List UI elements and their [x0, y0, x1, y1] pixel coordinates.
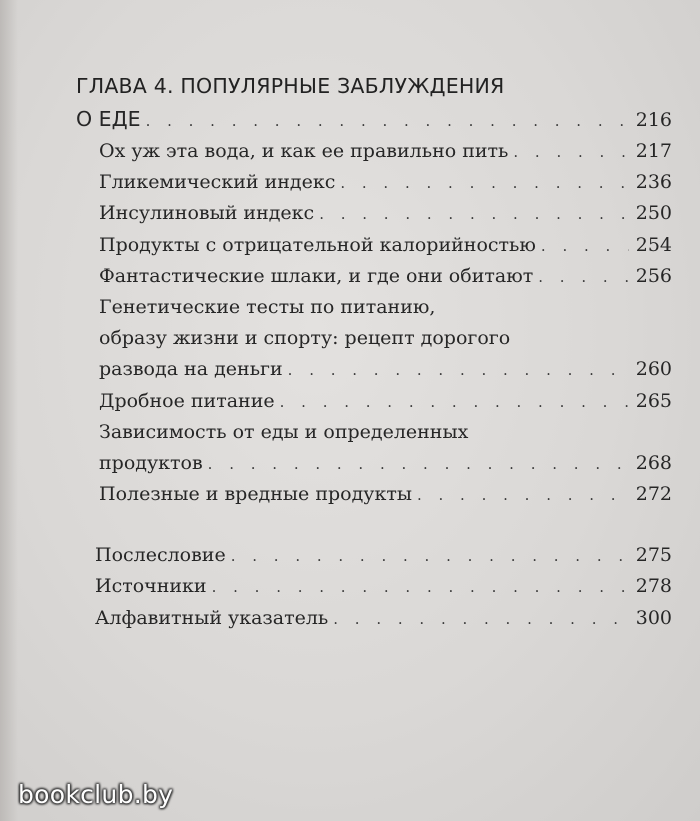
entry-title: Фантастические шлаки, и где они обитают: [99, 264, 534, 287]
chapter-entry: [76, 103, 672, 136]
entry-page-number: 265: [635, 389, 672, 412]
toc-entry: [76, 167, 672, 198]
entry-page-number: 300: [635, 606, 672, 629]
dot-leader: [319, 199, 629, 230]
entry-page-number: 260: [635, 358, 672, 381]
entry-page-number: 268: [635, 451, 672, 474]
dot-leader: [417, 480, 629, 511]
entry-page-number: 275: [635, 544, 672, 567]
dot-leader: [208, 449, 629, 480]
entry-page-number: 254: [635, 233, 672, 256]
entry-page-number: 278: [635, 575, 672, 598]
section-spacer: [76, 510, 672, 540]
dot-leader: [212, 572, 629, 603]
toc-entry: [76, 479, 672, 510]
toc-entry: [76, 386, 672, 417]
chapter-title: ГЛАВА 4. ПОПУЛЯРНЫЕ ЗАБЛУЖДЕНИЯ: [76, 74, 505, 98]
dot-leader: [538, 262, 628, 293]
chapter-page-number: 216: [635, 109, 672, 131]
entry-title: Алфавитный указатель: [95, 606, 329, 629]
toc-entry: [76, 354, 672, 385]
entry-title: Послесловие: [95, 544, 226, 567]
entry-page-number: 256: [635, 264, 672, 287]
entry-title: Инсулиновый индекс: [99, 202, 315, 225]
entry-page-number: 236: [635, 171, 672, 194]
entry-title: Ох уж эта вода, и как ее правильно пить: [99, 140, 509, 162]
entry-title: Гликемический индекс: [99, 171, 336, 194]
toc-entry: [76, 230, 672, 261]
toc-entry: [76, 198, 672, 229]
toc-entry: [76, 136, 672, 167]
chapter-title-line2: О ЕДЕ: [76, 107, 141, 131]
toc-entry: [76, 448, 672, 479]
dot-leader: [340, 168, 628, 199]
entry-title: Источники: [95, 575, 207, 598]
table-of-contents: [76, 70, 672, 634]
entry-title: Дробное питание: [99, 389, 275, 412]
entry-page-number: 250: [635, 202, 672, 225]
back-matter-entry: [76, 540, 672, 571]
entry-title: развода на деньги: [99, 358, 283, 381]
entry-title: Полезные и вредные продукты: [99, 483, 412, 506]
dot-leader: [146, 105, 629, 138]
entry-page-number: 217: [635, 140, 672, 162]
entry-title-line: образу жизни и спорту: рецепт дорогого: [99, 327, 511, 350]
site-watermark: bookclub.by: [18, 780, 174, 809]
dot-leader: [280, 387, 629, 418]
dot-leader: [541, 231, 629, 262]
dot-leader: [288, 355, 629, 386]
entry-title: Продукты с отрицательной калорийностью: [99, 233, 536, 256]
entry-page-number: 272: [635, 483, 672, 506]
back-matter-entry: [76, 571, 672, 602]
back-matter-entry: [76, 603, 672, 634]
entry-title-line: Зависимость от еды и определенных: [99, 420, 469, 443]
entry-title-line: Генетические тесты по питанию,: [99, 295, 436, 318]
toc-entry: [76, 261, 672, 292]
dot-leader: [513, 137, 628, 168]
entry-title: продуктов: [99, 451, 203, 474]
dot-leader: [231, 541, 629, 572]
dot-leader: [333, 604, 628, 635]
